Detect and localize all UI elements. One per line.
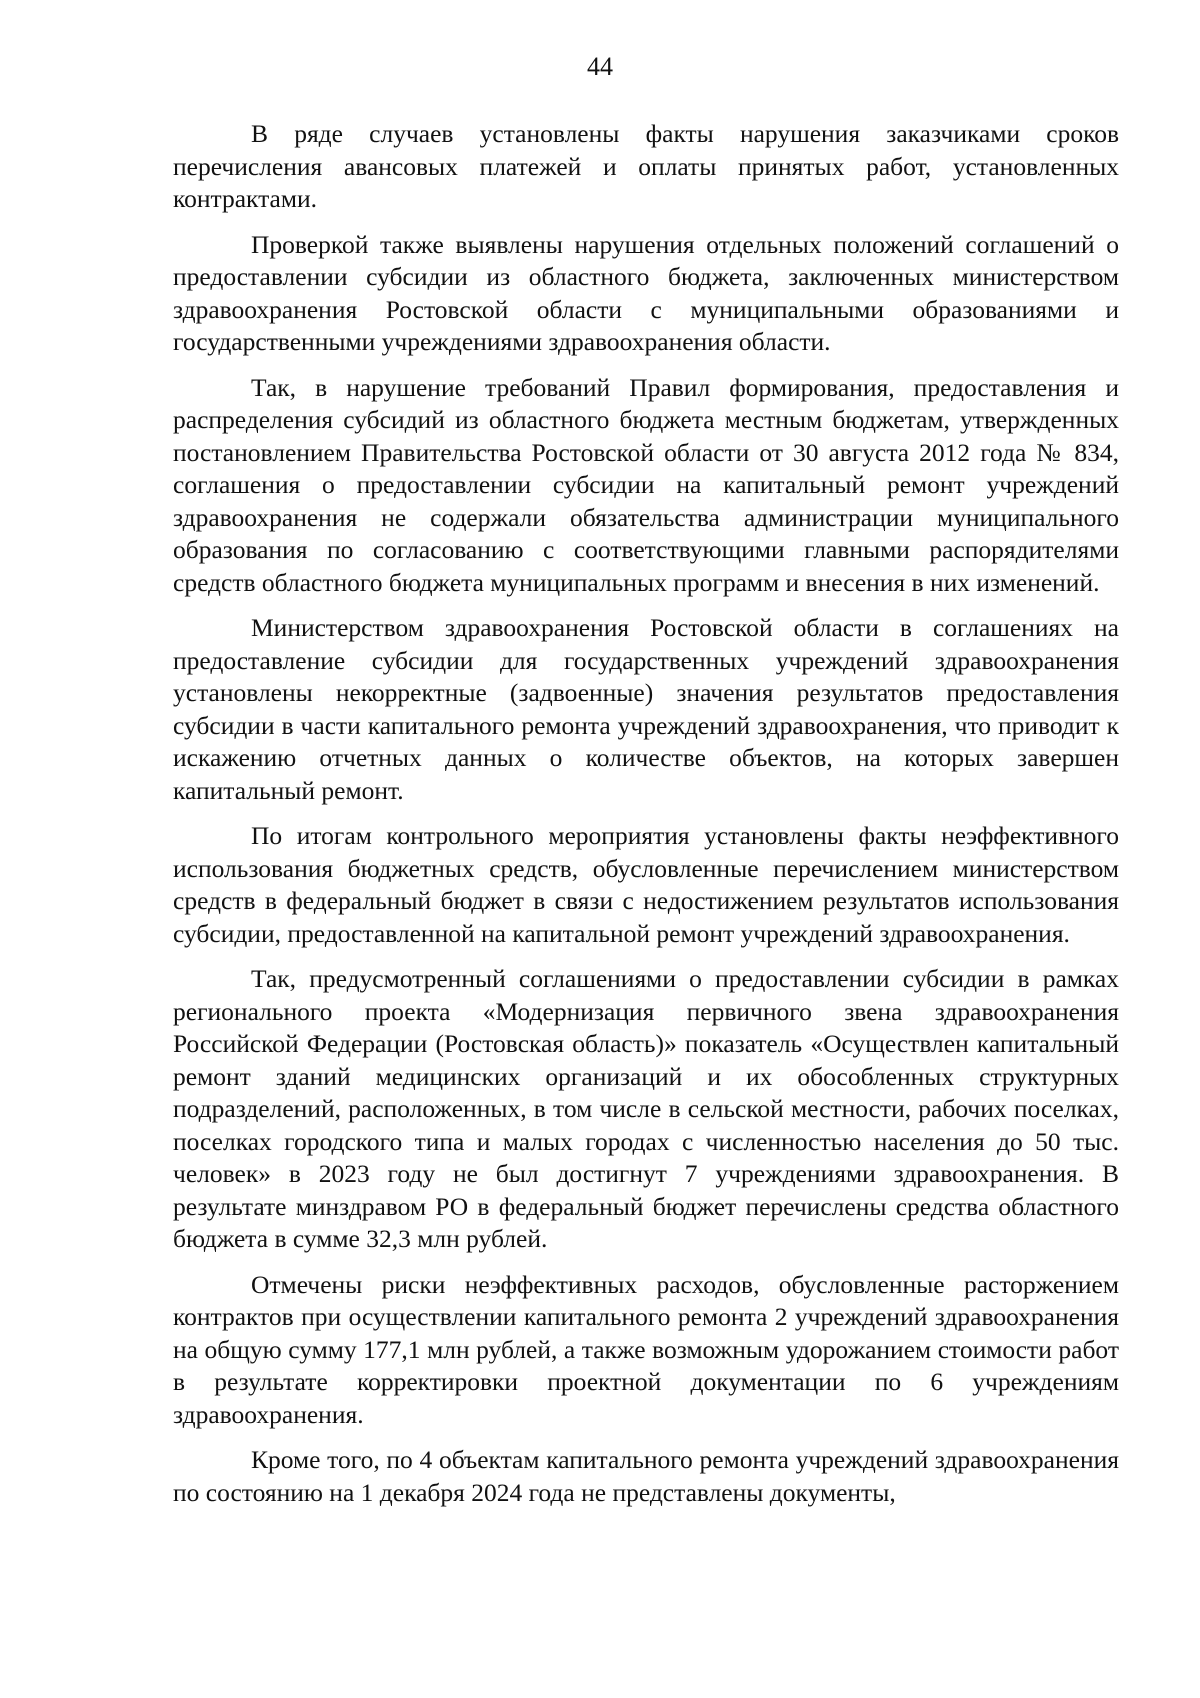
- page-number: 44: [587, 52, 613, 81]
- paragraph-8: Кроме того, по 4 объектам капитального ремонта учреждений здравоохранения по состоянию на 1 декабря 2024 года не представлены документы,: [173, 1445, 1119, 1507]
- paragraph-7: Отмечены риски неэффективных расходов, обусловленные расторжением контрактов при осуществлении капитального ремонта 2 учреждений здравоохранения на общую сумму 177,1 млн рублей, а также возможным удорожанием стоимости работ в результате корректировки проектной документации по 6 учреждениям здравоохранения.: [173, 1269, 1119, 1429]
- paragraph-4: Министерством здравоохранения Ростовской области в соглашениях на предоставление субсидии для государственных учреждений здравоохранения установлены некорректные (задвоенные) значения результатов предоставления субсидии в части капитального ремонта учреждений здравоохранения, что приводит к искажению отчетных данных о количестве объектов, на которых завершен капитальный ремонт.: [173, 613, 1119, 805]
- page-body: [173, 118, 1119, 1509]
- paragraph-5: По итогам контрольного мероприятия установлены факты неэффективного использования бюджетных средств, обусловленные перечислением министерством средств в федеральный бюджет в связи с недостижением результатов использования субсидии, предоставленной на капитальной ремонт учреждений здравоохранения.: [173, 821, 1119, 948]
- paragraph-6: Так, предусмотренный соглашениями о предоставлении субсидии в рамках регионального проекта «Модернизация первичного звена здравоохранения Российской Федерации (Ростовская область)» показатель «Осуществлен капитальный ремонт зданий медицинских организаций и их обособленных структурных подразделений, расположенных, в том числе в сельской местности, рабочих поселках, поселках городского типа и малых городах с численностью населения до 50 тыс. человек» в 2023 году не был достигнут 7 учреждениями здравоохранения. В результате минздравом РО в федеральный бюджет перечислены средства областного бюджета в сумме 32,3 млн рублей.: [173, 964, 1119, 1253]
- paragraph-1: В ряде случаев установлены факты нарушения заказчиками сроков перечисления авансовых платежей и оплаты принятых работ, установленных контрактами.: [173, 119, 1119, 213]
- paragraph-3: Так, в нарушение требований Правил формирования, предоставления и распределения субсидий из областного бюджета местным бюджетам, утвержденных постановлением Правительства Ростовской области от 30 августа 2012 года № 834, соглашения о предоставлении субсидии на капитальный ремонт учреждений здравоохранения не содержали обязательства администрации муниципального образования по согласованию с соответствующими главными распорядителями средств областного бюджета муниципальных программ и внесения в них изменений.: [173, 372, 1119, 597]
- paragraph-2: Проверкой также выявлены нарушения отдельных положений соглашений о предоставлении субсидии из областного бюджета, заключенных министерством здравоохранения Ростовской области с муниципальными образованиями и государственными учреждениями здравоохранения области.: [173, 229, 1119, 356]
